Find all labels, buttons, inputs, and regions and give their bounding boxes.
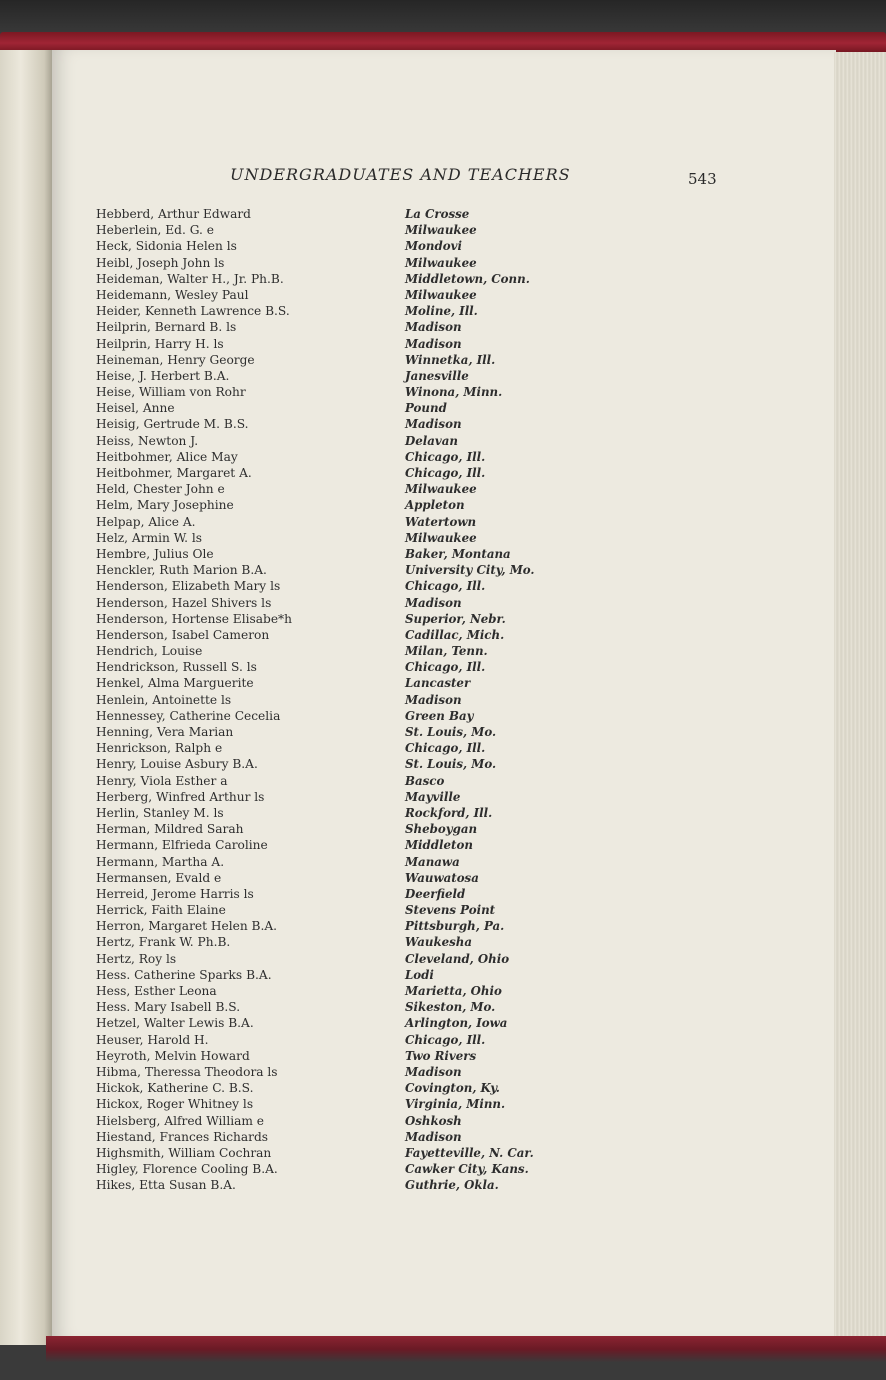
directory-entry: [96, 304, 576, 320]
directory-entry: [96, 498, 576, 514]
entry-name: Herlin, Stanley M. ls: [96, 805, 224, 820]
directory-entry: [96, 531, 576, 547]
entry-hometown: Moline, Ill.: [405, 304, 478, 319]
entry-name: Heineman, Henry George: [96, 352, 255, 367]
directory-entry: [96, 515, 576, 531]
directory-entry: [96, 838, 576, 854]
entry-name: Heiss, Newton J.: [96, 433, 199, 448]
entry-hometown: Milwaukee: [405, 255, 477, 270]
entry-name: Henrickson, Ralph e: [96, 741, 223, 756]
directory-entry: [96, 919, 576, 935]
entry-hometown: Two Rivers: [405, 1048, 477, 1063]
directory-entry: [96, 952, 576, 968]
entry-hometown: Madison: [405, 336, 462, 351]
entry-name: Heilprin, Harry H. ls: [96, 336, 224, 351]
entry-hometown: Madison: [405, 692, 462, 707]
directory-entry: [96, 612, 576, 628]
page-number: 543: [688, 170, 717, 188]
entry-hometown: Fayetteville, N. Car.: [405, 1145, 534, 1160]
entry-hometown: St. Louis, Mo.: [405, 725, 497, 739]
entry-hometown: Milan, Tenn.: [405, 644, 488, 659]
directory-entry: [96, 1000, 576, 1016]
entry-hometown: Cawker City, Kans.: [405, 1162, 529, 1177]
directory-entry: [96, 628, 576, 644]
entry-hometown: Sheboygan: [405, 822, 478, 837]
directory-entry: [96, 401, 576, 417]
entry-name: Heider, Kenneth Lawrence B.S.: [96, 304, 290, 319]
running-header: UNDERGRADUATES AND TEACHERS: [230, 165, 571, 184]
directory-entry: [96, 774, 576, 790]
entry-hometown: Guthrie, Okla.: [405, 1178, 499, 1193]
entry-hometown: Middletown, Conn.: [405, 271, 530, 286]
entry-name: Herrick, Faith Elaine: [96, 903, 226, 918]
directory-entry: [96, 822, 576, 838]
entry-hometown: Lancaster: [405, 676, 471, 691]
directory-entry: [96, 1114, 576, 1130]
entry-name: Henderson, Isabel Cameron: [96, 627, 270, 642]
directory-entry: [96, 903, 576, 919]
entry-hometown: Milwaukee: [405, 287, 477, 302]
directory-entry: [96, 320, 576, 336]
directory-entry: [96, 968, 576, 984]
entry-hometown: Madison: [405, 595, 462, 610]
entry-hometown: Marietta, Ohio: [405, 984, 502, 998]
entry-name: Hetzel, Walter Lewis B.A.: [96, 1016, 254, 1031]
entry-hometown: Appleton: [405, 498, 465, 513]
entry-name: Hertz, Roy ls: [96, 951, 177, 966]
entry-name: Heberlein, Ed. G. e: [96, 223, 214, 238]
directory-entry: [96, 741, 576, 757]
entry-hometown: Chicago, Ill.: [405, 466, 486, 480]
entry-name: Hess. Catherine Sparks B.A.: [96, 967, 272, 982]
entry-hometown: Sikeston, Mo.: [405, 1000, 496, 1015]
entry-hometown: Mondovi: [405, 239, 462, 254]
entry-hometown: Covington, Ky.: [405, 1081, 500, 1096]
entry-name: Heilprin, Bernard B. ls: [96, 320, 237, 335]
directory-entry: [96, 709, 576, 725]
entry-name: Hendrich, Louise: [96, 644, 203, 659]
entry-hometown: Lodi: [405, 967, 434, 982]
entry-name: Heise, J. Herbert B.A.: [96, 368, 230, 383]
entry-hometown: Rockford, Ill.: [405, 805, 493, 820]
left-page-edge: [0, 50, 52, 1345]
directory-list: [96, 207, 576, 1194]
entry-hometown: Mayville: [405, 789, 461, 804]
directory-entry: [96, 1049, 576, 1065]
entry-name: Henckler, Ruth Marion B.A.: [96, 563, 267, 578]
entry-hometown: Madison: [405, 417, 462, 432]
directory-entry: [96, 757, 576, 773]
entry-name: Heibl, Joseph John ls: [96, 255, 225, 270]
entry-hometown: Pittsburgh, Pa.: [405, 919, 505, 934]
directory-entry: [96, 1065, 576, 1081]
entry-hometown: University City, Mo.: [405, 563, 535, 578]
entry-name: Hembre, Julius Ole: [96, 546, 214, 561]
directory-entry: [96, 1016, 576, 1032]
entry-name: Heisig, Gertrude M. B.S.: [96, 417, 249, 432]
entry-hometown: Pound: [405, 401, 447, 416]
entry-name: Hermansen, Evald e: [96, 870, 222, 885]
entry-hometown: Deerfield: [405, 886, 466, 901]
directory-entry: [96, 239, 576, 255]
entry-hometown: Oshkosh: [405, 1113, 462, 1128]
directory-entry: [96, 644, 576, 660]
directory-entry: [96, 369, 576, 385]
entry-name: Heuser, Harold H.: [96, 1032, 209, 1047]
entry-name: Henry, Louise Asbury B.A.: [96, 757, 258, 772]
directory-entry: [96, 1033, 576, 1049]
entry-hometown: Baker, Montana: [405, 546, 511, 561]
entry-name: Heitbohmer, Alice May: [96, 449, 238, 464]
entry-hometown: Madison: [405, 320, 462, 335]
directory-entry: [96, 790, 576, 806]
entry-hometown: La Crosse: [405, 207, 470, 221]
entry-name: Heck, Sidonia Helen ls: [96, 239, 237, 254]
entry-name: Henry, Viola Esther a: [96, 773, 228, 788]
entry-name: Hiestand, Frances Richards: [96, 1129, 269, 1144]
entry-name: Highsmith, William Cochran: [96, 1145, 272, 1160]
directory-entry: [96, 676, 576, 692]
entry-hometown: Delavan: [405, 433, 458, 448]
entry-name: Hikes, Etta Susan B.A.: [96, 1178, 236, 1193]
entry-hometown: Milwaukee: [405, 223, 477, 238]
entry-name: Hess. Mary Isabell B.S.: [96, 1000, 241, 1015]
entry-hometown: Chicago, Ill.: [405, 741, 486, 756]
entry-name: Helpap, Alice A.: [96, 514, 196, 529]
entry-hometown: Manawa: [405, 854, 460, 869]
entry-hometown: Waukesha: [405, 935, 472, 950]
directory-entry: [96, 223, 576, 239]
directory-entry: [96, 482, 576, 498]
directory-entry: [96, 1097, 576, 1113]
entry-hometown: Madison: [405, 1129, 462, 1144]
page-stack-edges: [834, 52, 886, 1342]
entry-name: Helm, Mary Josephine: [96, 498, 234, 513]
entry-hometown: Janesville: [405, 368, 469, 383]
entry-hometown: Chicago, Ill.: [405, 660, 486, 675]
entry-hometown: Chicago, Ill.: [405, 449, 486, 464]
directory-entry: [96, 725, 576, 741]
directory-entry: [96, 466, 576, 482]
entry-name: Hermann, Martha A.: [96, 854, 225, 869]
entry-hometown: Green Bay: [405, 708, 474, 723]
entry-hometown: Superior, Nebr.: [405, 611, 506, 626]
directory-entry: [96, 1130, 576, 1146]
entry-name: Heidemann, Wesley Paul: [96, 287, 249, 302]
entry-name: Herman, Mildred Sarah: [96, 822, 244, 837]
directory-entry: [96, 256, 576, 272]
entry-name: Hendrickson, Russell S. ls: [96, 660, 257, 675]
entry-hometown: Chicago, Ill.: [405, 1032, 486, 1047]
entry-hometown: Wauwatosa: [405, 870, 479, 885]
entry-name: Hertz, Frank W. Ph.B.: [96, 935, 231, 950]
directory-entry: [96, 887, 576, 903]
entry-name: Herberg, Winfred Arthur ls: [96, 789, 265, 804]
entry-name: Heideman, Walter H., Jr. Ph.B.: [96, 271, 284, 286]
directory-entry: [96, 935, 576, 951]
entry-hometown: Stevens Point: [405, 903, 496, 918]
entry-hometown: Cadillac, Mich.: [405, 627, 505, 642]
book-cover-bottom: [46, 1336, 886, 1380]
entry-name: Hennessey, Catherine Cecelia: [96, 708, 281, 723]
directory-entry: [96, 1178, 576, 1194]
directory-entry: [96, 693, 576, 709]
entry-name: Henlein, Antoinette ls: [96, 692, 232, 707]
directory-entry: [96, 855, 576, 871]
directory-entry: [96, 337, 576, 353]
directory-entry: [96, 547, 576, 563]
directory-entry: [96, 806, 576, 822]
entry-hometown: Chicago, Ill.: [405, 579, 486, 594]
directory-entry: [96, 1146, 576, 1162]
entry-hometown: Milwaukee: [405, 482, 477, 497]
entry-hometown: St. Louis, Mo.: [405, 757, 497, 772]
directory-entry: [96, 563, 576, 579]
directory-entry: [96, 450, 576, 466]
directory-entry: [96, 353, 576, 369]
entry-name: Hielsberg, Alfred William e: [96, 1113, 265, 1128]
entry-name: Henderson, Elizabeth Mary ls: [96, 579, 281, 594]
entry-hometown: Watertown: [405, 514, 477, 529]
entry-hometown: Arlington, Iowa: [405, 1016, 508, 1031]
entry-name: Higley, Florence Cooling B.A.: [96, 1162, 278, 1177]
directory-entry: [96, 871, 576, 887]
entry-hometown: Winnetka, Ill.: [405, 352, 496, 367]
directory-entry: [96, 579, 576, 595]
entry-name: Heitbohmer, Margaret A.: [96, 466, 252, 480]
entry-name: Hermann, Elfrieda Caroline: [96, 838, 268, 853]
entry-hometown: Virginia, Minn.: [405, 1097, 506, 1112]
entry-name: Hickok, Katherine C. B.S.: [96, 1081, 254, 1096]
entry-name: Hess, Esther Leona: [96, 984, 217, 998]
entry-name: Heise, William von Rohr: [96, 385, 246, 400]
directory-entry: [96, 434, 576, 450]
entry-name: Henning, Vera Marian: [96, 725, 234, 739]
directory-entry: [96, 385, 576, 401]
entry-name: Helz, Armin W. ls: [96, 530, 203, 545]
entry-hometown: Cleveland, Ohio: [405, 951, 510, 966]
entry-hometown: Madison: [405, 1064, 462, 1079]
directory-entry: [96, 596, 576, 612]
entry-hometown: Middleton: [405, 838, 473, 853]
directory-entry: [96, 660, 576, 676]
entry-name: Herreid, Jerome Harris ls: [96, 886, 254, 901]
entry-name: Held, Chester John e: [96, 482, 225, 497]
entry-hometown: Milwaukee: [405, 530, 477, 545]
entry-name: Heisel, Anne: [96, 401, 175, 416]
entry-name: Hickox, Roger Whitney ls: [96, 1097, 254, 1112]
entry-name: Hebberd, Arthur Edward: [96, 207, 251, 221]
entry-name: Henderson, Hortense Elisabe*h: [96, 611, 292, 626]
directory-entry: [96, 272, 576, 288]
entry-hometown: Basco: [405, 773, 445, 788]
directory-entry: [96, 288, 576, 304]
entry-name: Heyroth, Melvin Howard: [96, 1048, 250, 1063]
entry-name: Henkel, Alma Marguerite: [96, 676, 254, 691]
entry-name: Henderson, Hazel Shivers ls: [96, 595, 272, 610]
directory-entry: [96, 984, 576, 1000]
entry-name: Hibma, Theressa Theodora ls: [96, 1064, 278, 1079]
directory-entry: [96, 1162, 576, 1178]
entry-hometown: Winona, Minn.: [405, 385, 503, 400]
entry-name: Herron, Margaret Helen B.A.: [96, 919, 278, 934]
directory-entry: [96, 1081, 576, 1097]
directory-entry: [96, 417, 576, 433]
directory-entry: [96, 207, 576, 223]
